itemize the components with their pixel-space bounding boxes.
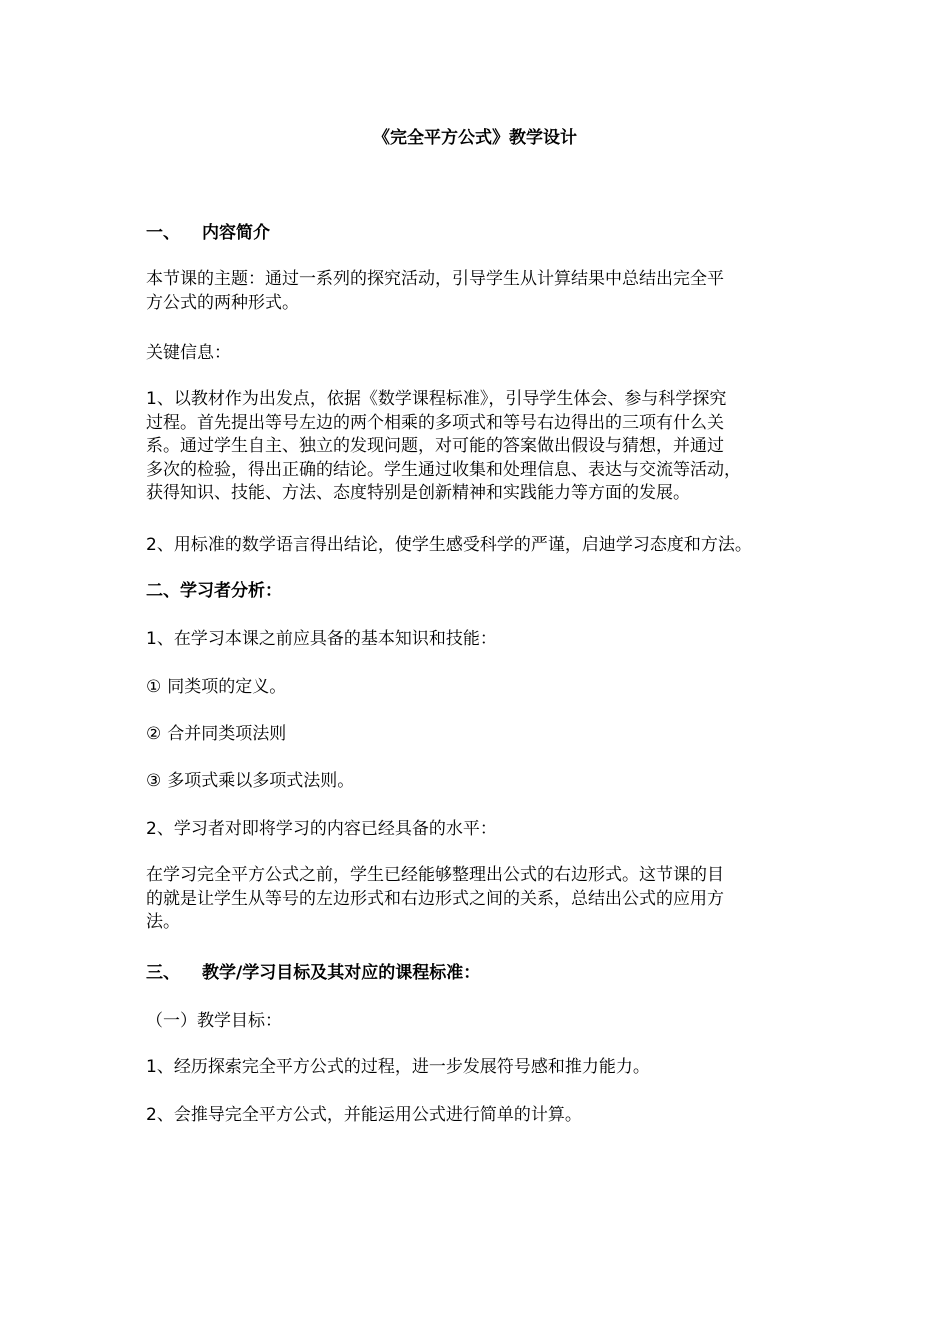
item-marker: ③ [146, 771, 162, 791]
section-2-paragraph [146, 864, 826, 935]
section-3-sub: （一）教学目标： [146, 1011, 282, 1031]
list-item [146, 723, 826, 747]
section-2-sub-2: 2、学习者对即将学习的内容已经具备的水平： [146, 819, 497, 839]
section-1-number: 一、 [146, 223, 180, 243]
section-1-title: 内容简介 [202, 223, 270, 243]
section-1-point-2: 2、用标准的数学语言得出结论，使学生感受科学的严谨，启迪学习态度和方法。 [146, 535, 752, 555]
point-1-line: 获得知识、技能、方法、态度特别是创新精神和实践能力等方面的发展。 [146, 483, 690, 503]
goal-1: 1、经历探索完全平方公式的过程，进一步发展符号感和推力能力。 [146, 1057, 650, 1077]
point-1-line: 系。通过学生自主、独立的发现问题，对可能的答案做出假设与猜想，并通过 [146, 436, 724, 456]
list-item [146, 770, 826, 794]
point-1-line: 过程。首先提出等号左边的两个相乘的多项式和等号右边得出的三项有什么关 [146, 412, 724, 433]
section-3-heading [146, 962, 826, 986]
goal-2: 2、会推导完全平方公式，并能运用公式进行简单的计算。 [146, 1105, 582, 1125]
para-line: 法。 [146, 912, 180, 932]
intro-line: 方公式的两种形式。 [146, 292, 299, 313]
section-1-point-1 [146, 388, 826, 506]
item-marker: ② [146, 724, 162, 744]
section-2-heading: 二、学习者分析： [146, 581, 282, 601]
point-1-line: 1、以教材作为出发点，依据《数学课程标准》，引导学生体会、参与科学探究 [146, 389, 727, 409]
document-title: 《完全平方公式》教学设计 [373, 128, 577, 148]
item-text: 多项式乘以多项式法则。 [167, 771, 355, 791]
section-3-number: 三、 [146, 963, 180, 983]
section-1-intro [146, 268, 826, 315]
para-line: 在学习完全平方公式之前，学生已经能够整理出公式的右边形式。这节课的目 [146, 865, 724, 885]
section-2-sub-1: 1、在学习本课之前应具备的基本知识和技能： [146, 629, 497, 649]
item-text: 同类项的定义。 [167, 677, 287, 697]
key-info-label: 关键信息： [146, 343, 231, 363]
point-1-line: 多次的检验，得出正确的结论。学生通过收集和处理信息、表达与交流等活动， [146, 459, 741, 480]
item-marker: ① [146, 677, 162, 697]
section-3-title: 教学/学习目标及其对应的课程标准： [202, 963, 481, 983]
list-item [146, 676, 826, 700]
intro-line: 本节课的主题：通过一系列的探究活动，引导学生从计算结果中总结出完全平 [146, 269, 724, 289]
item-text: 合并同类项法则 [167, 724, 287, 744]
para-line: 的就是让学生从等号的左边形式和右边形式之间的关系，总结出公式的应用方 [146, 888, 724, 909]
section-1-heading [146, 222, 826, 246]
